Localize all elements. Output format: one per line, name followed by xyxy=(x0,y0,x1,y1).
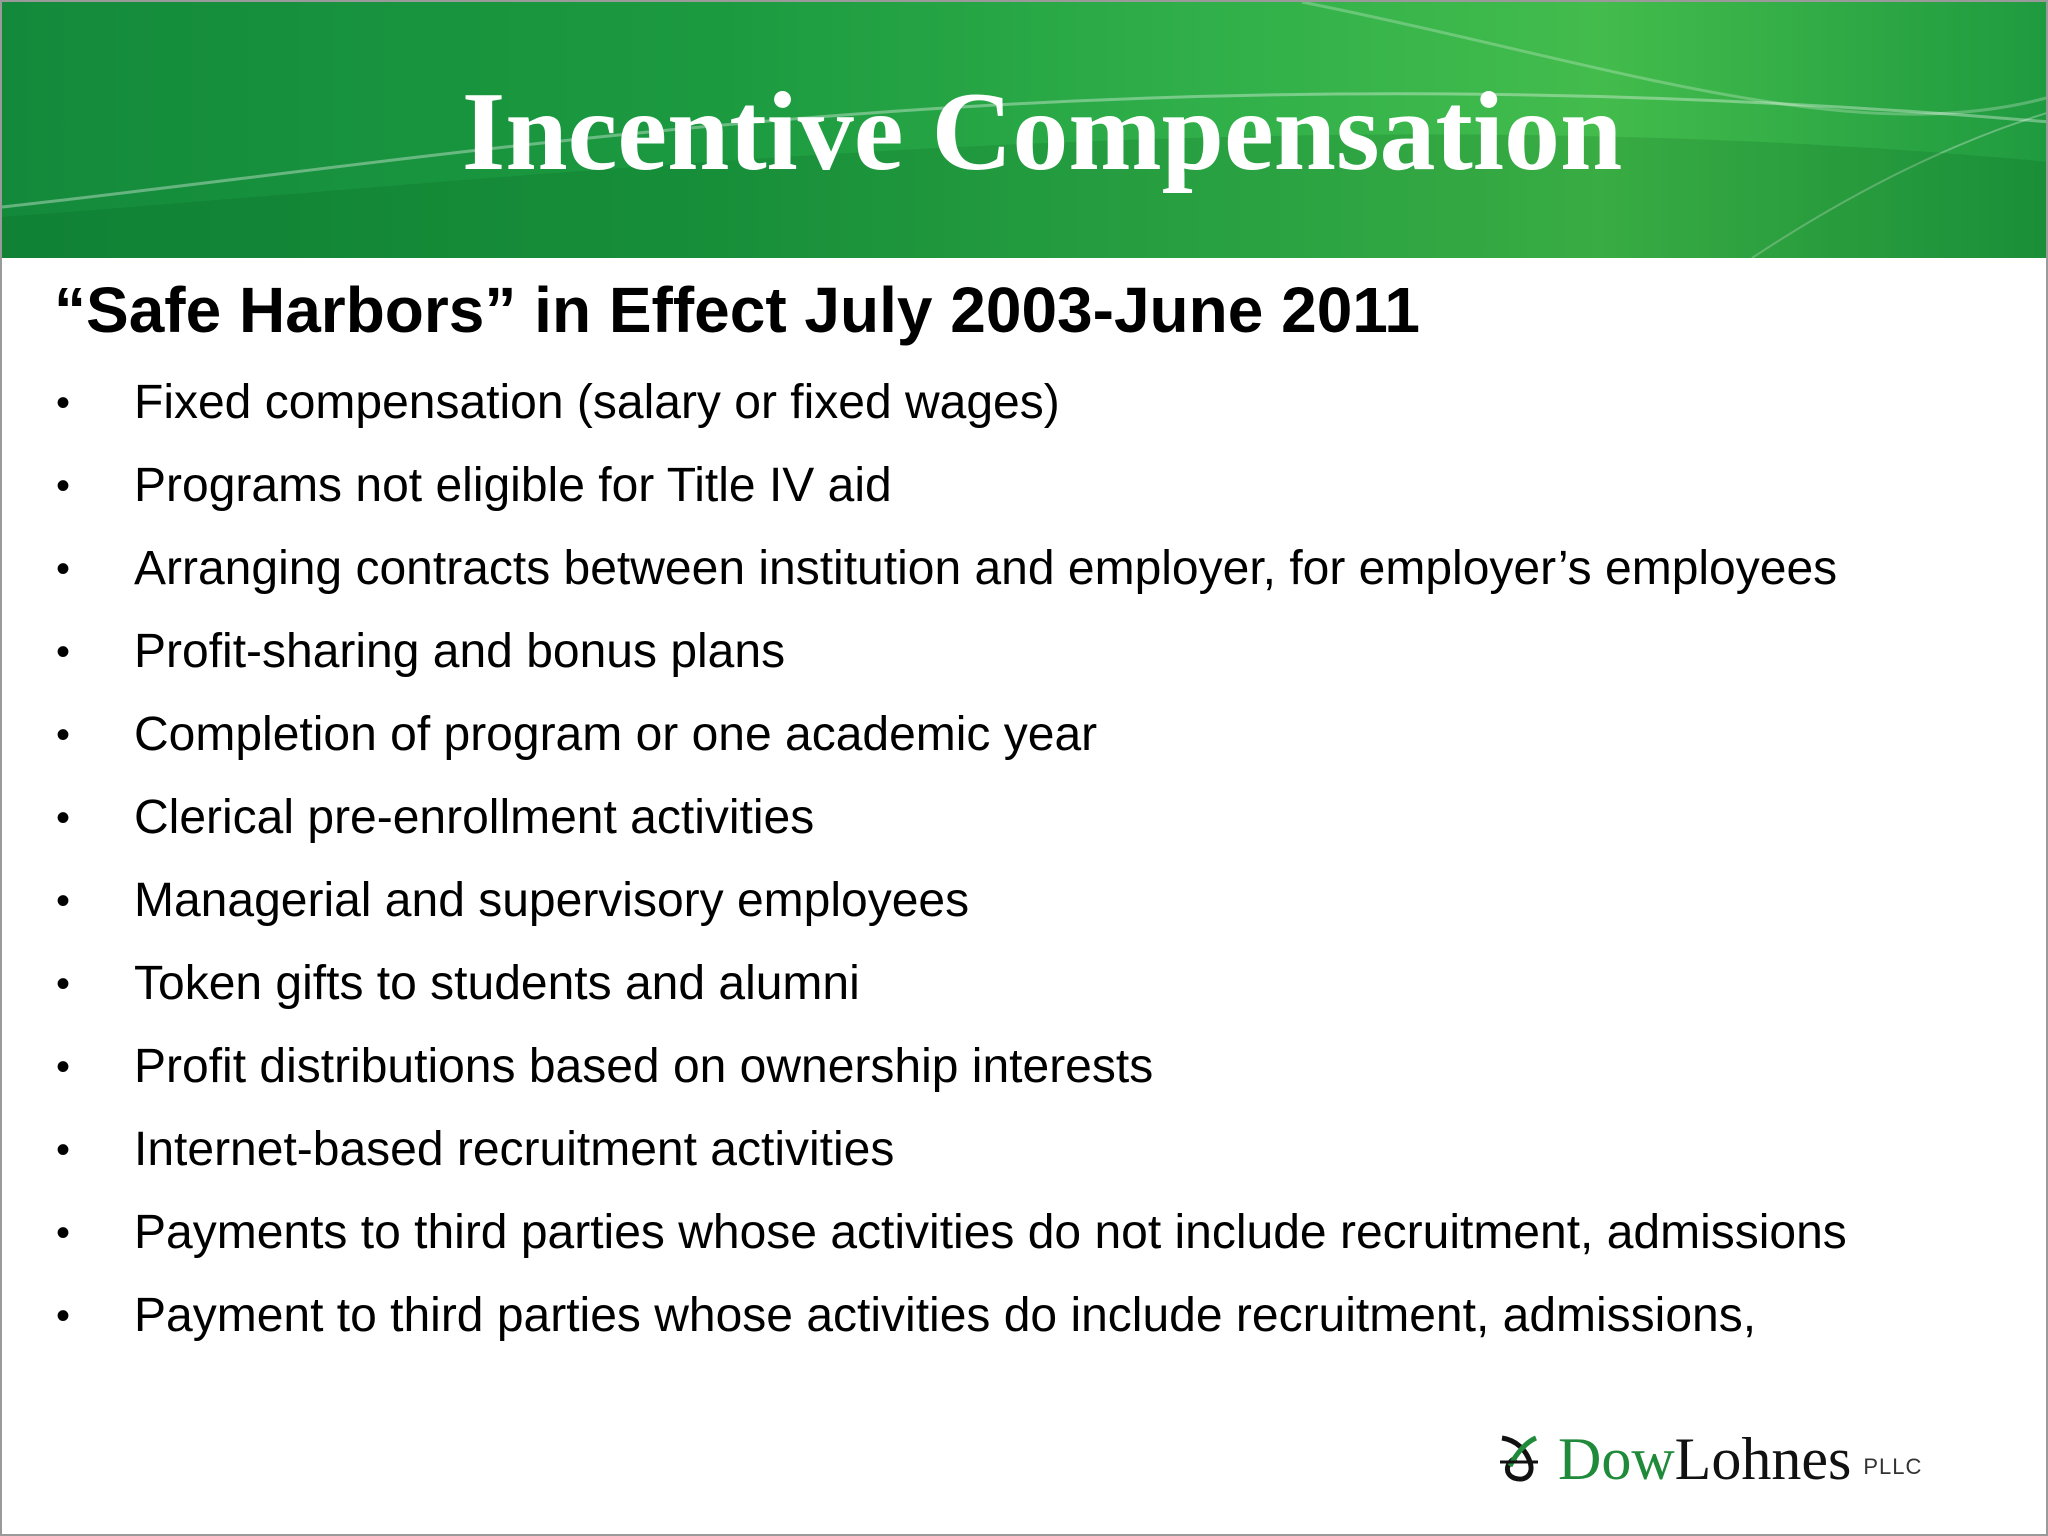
list-item-text: Internet-based recruitment activities xyxy=(134,1123,895,1176)
bullet-icon: • xyxy=(56,713,71,757)
slide-subtitle: “Safe Harbors” in Effect July 2003-June 2011 xyxy=(54,274,1420,346)
bullet-icon: • xyxy=(56,796,71,840)
bullet-icon: • xyxy=(56,630,71,674)
company-logo xyxy=(1496,1422,1922,1492)
bullet-icon: • xyxy=(56,1294,71,1338)
list-item-text: Token gifts to students and alumni xyxy=(134,957,860,1010)
list-item-text: Profit distributions based on ownership interests xyxy=(134,1040,1154,1093)
bullet-icon: • xyxy=(56,1211,71,1255)
list-item-text: Profit-sharing and bonus plans xyxy=(134,625,786,678)
list-item-text: Clerical pre-enrollment activities xyxy=(134,791,815,844)
dowlohnes-mark-icon xyxy=(1496,1432,1542,1484)
bullet-icon: • xyxy=(56,1045,71,1089)
list-item-text: Payments to third parties whose activities do not include recruitment, admissions xyxy=(134,1206,1847,1259)
logo-wordmark xyxy=(1558,1426,1851,1492)
list-item-text: Fixed compensation (salary or fixed wages) xyxy=(134,376,1060,429)
logo-suffix: PLLC xyxy=(1863,1454,1923,1479)
bullet-icon: • xyxy=(56,879,71,923)
list-item-text: Arranging contracts between institution and employer, for employer’s employees xyxy=(134,542,1838,595)
list-item-text: Completion of program or one academic year xyxy=(134,708,1098,761)
slide-title: Incentive Compensation xyxy=(461,70,1623,194)
list-item-text: Managerial and supervisory employees xyxy=(134,874,970,927)
header-banner xyxy=(2,2,2048,258)
bullet-icon: • xyxy=(56,1128,71,1172)
logo-name-part2: Lohnes xyxy=(1674,1426,1852,1492)
bullet-icon: • xyxy=(56,547,71,591)
list-item-text: Payment to third parties whose activities do include recruitment, admissions, xyxy=(134,1289,1757,1342)
bullet-icon: • xyxy=(56,464,71,508)
bullet-icon: • xyxy=(56,962,71,1006)
logo-name-part1: Dow xyxy=(1558,1426,1675,1492)
list-item-text: Programs not eligible for Title IV aid xyxy=(134,459,892,512)
bullet-icon: • xyxy=(56,381,71,425)
